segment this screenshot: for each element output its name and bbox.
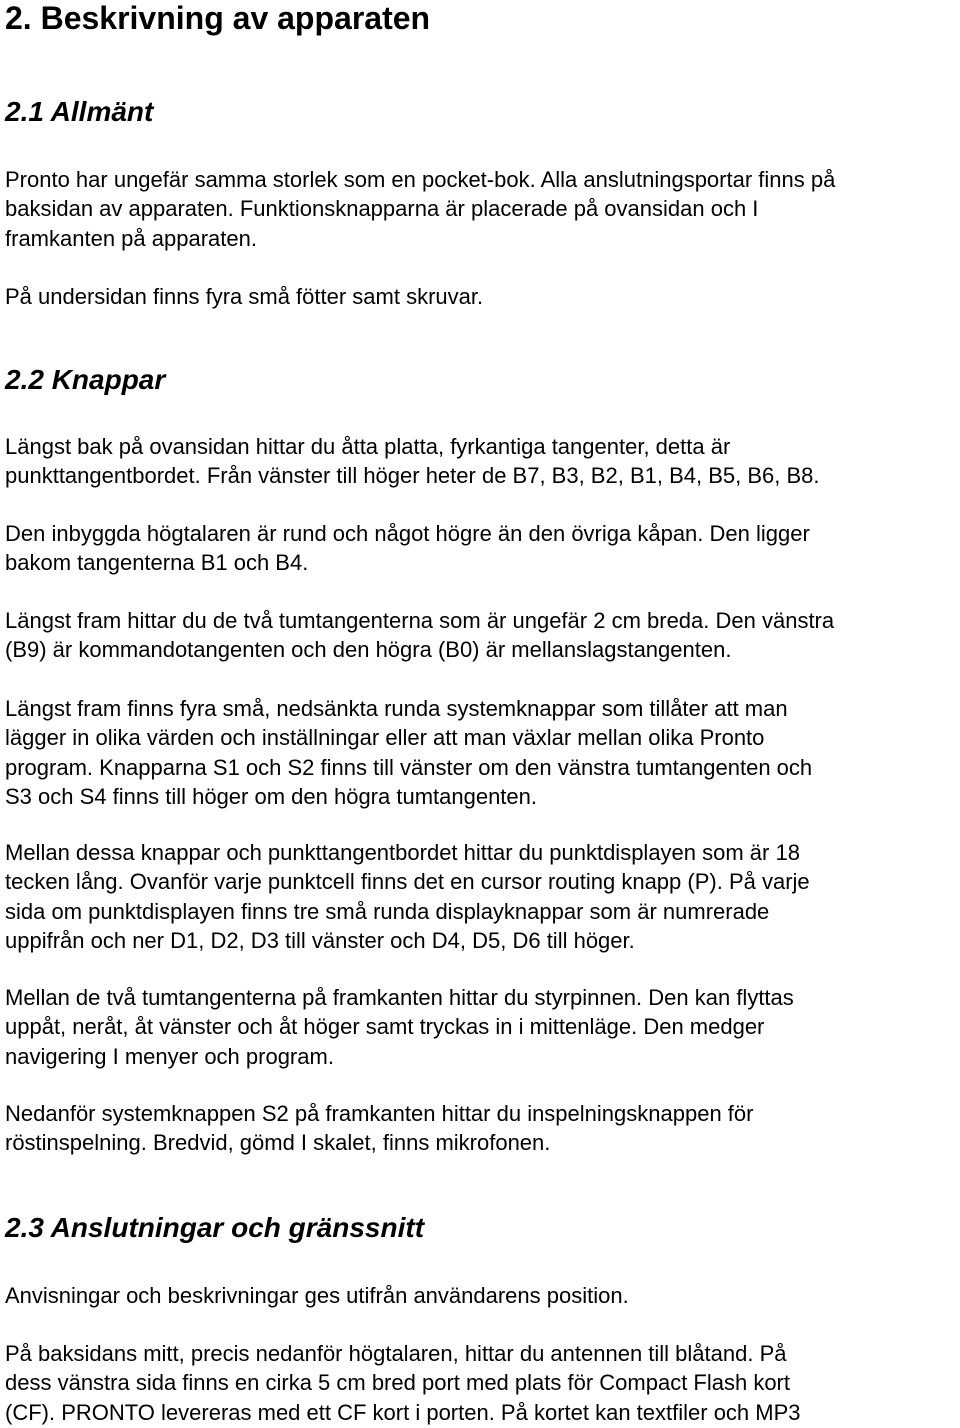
text-line: S3 och S4 finns till höger om den högra tumtangenten. xyxy=(5,783,538,809)
section-heading-allmant: 2.1 Allmänt xyxy=(5,96,154,127)
text-line: röstinspelning. Bredvid, gömd I skalet, finns mikrofonen. xyxy=(5,1130,551,1156)
text-line: (B9) är kommandotangenten och den högra (B0) är mellanslagstangenten. xyxy=(5,637,732,663)
paragraph xyxy=(5,432,960,491)
text-line: uppåt, neråt, åt vänster och åt höger samt tryckas in i mittenläge. Den medger xyxy=(5,1014,765,1040)
text-line: Anvisningar och beskrivningar ges utifrån användarens position. xyxy=(5,1283,629,1308)
text-line: Längst fram finns fyra små, nedsänkta runda systemknappar som tillåter att man xyxy=(5,696,788,721)
text-line: Den inbyggda högtalaren är rund och något högre än den övriga kåpan. Den ligger xyxy=(5,521,810,546)
text-line: Mellan de två tumtangenterna på framkanten hittar du styrpinnen. Den kan flyttas xyxy=(5,985,794,1010)
text-line: punkttangentbordet. Från vänster till höger heter de B7, B3, B2, B1, B4, B5, B6, B8. xyxy=(5,463,820,489)
text-line: Nedanför systemknappen S2 på framkanten hittar du inspelningsknappen för xyxy=(5,1101,754,1126)
paragraph xyxy=(5,1281,960,1310)
text-line: navigering I menyer och program. xyxy=(5,1043,334,1069)
text-line: Mellan dessa knappar och punkttangentbordet hittar du punktdisplayen som är 18 xyxy=(5,840,800,865)
text-line: program. Knapparna S1 och S2 finns till vänster om den vänstra tumtangenten och xyxy=(5,754,813,780)
paragraph xyxy=(5,983,960,1071)
paragraph xyxy=(5,519,960,578)
text-line: bakom tangenterna B1 och B4. xyxy=(5,550,309,576)
text-line: Pronto har ungefär samma storlek som en pocket-bok. Alla anslutningsportar finns på xyxy=(5,167,836,192)
text-line: (CF). PRONTO levereras med ett CF kort i porten. På kortet kan textfiler och MP3 xyxy=(5,1399,801,1425)
text-line: Längst fram hittar du de två tumtangenterna som är ungefär 2 cm breda. Den vänstra xyxy=(5,608,835,633)
paragraph xyxy=(5,1099,960,1158)
paragraph xyxy=(5,838,960,955)
text-line: På undersidan finns fyra små fötter samt skruvar. xyxy=(5,284,484,309)
paragraph xyxy=(5,694,960,811)
text-line: Längst bak på ovansidan hittar du åtta platta, fyrkantiga tangenter, detta är xyxy=(5,434,731,459)
text-line: baksidan av apparaten. Funktionsknapparna är placerade på ovansidan och I xyxy=(5,196,759,222)
text-line: På baksidans mitt, precis nedanför högtalaren, hittar du antennen till blåtand. På xyxy=(5,1341,787,1366)
text-line: tecken lång. Ovanför varje punktcell finns det en cursor routing knapp (P). På varje xyxy=(5,869,810,895)
paragraph xyxy=(5,606,960,665)
page-title: 2. Beskrivning av apparaten xyxy=(5,0,431,36)
paragraph xyxy=(5,1339,960,1427)
text-line: lägger in olika värden och inställningar eller att man växlar mellan olika Pronto xyxy=(5,725,765,751)
text-line: uppifrån och ner D1, D2, D3 till vänster och D4, D5, D6 till höger. xyxy=(5,927,635,953)
text-line: sida om punktdisplayen finns tre små runda displayknappar som är numrerade xyxy=(5,898,770,924)
section-heading-anslutningar: 2.3 Anslutningar och gränssnitt xyxy=(5,1212,425,1243)
text-line: framkanten på apparaten. xyxy=(5,225,257,251)
paragraph xyxy=(5,282,960,311)
section-heading-knappar: 2.2 Knappar xyxy=(5,364,166,395)
paragraph xyxy=(5,165,960,253)
text-line: dess vänstra sida finns en cirka 5 cm bred port med plats för Compact Flash kort xyxy=(5,1370,790,1396)
